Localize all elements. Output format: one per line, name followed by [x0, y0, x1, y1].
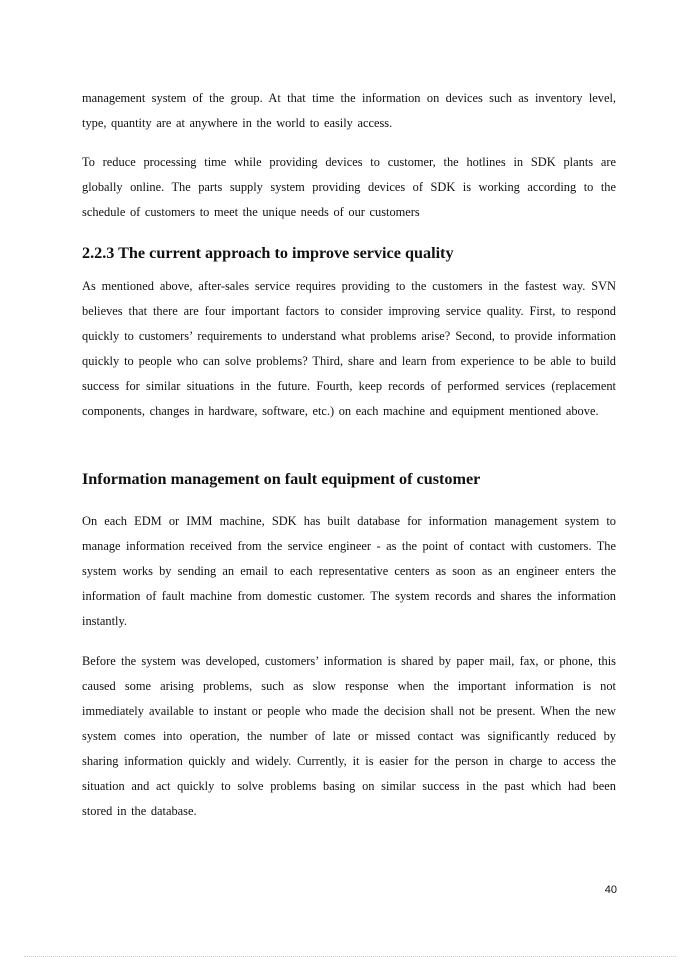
paragraph-before-system: Before the system was developed, customers’ information is shared by paper mail, fax, or phone, this caused some arising problems, such as slow response when the important information is not immediately available to instant or people who made the decision shall not be present. When the new system comes into operation, the number of late or missed contact was significantly reduced by sharing information quickly and widely. Currently, it is easier for the person in charge to access the situation and act quickly to solve problems basing on similar success in the past which had been stored in the database. [82, 654, 616, 818]
paragraph-after-sales-factors: As mentioned above, after-sales service requires providing to the customers in the fastest way. SVN believes that there are four important factors to consider improving service quality. First, to respond quickly to customers’ requirements to understand what problems arise? Second, to provide information quickly to people who can solve problems? Third, share and learn from experience to be able to build success for similar situations in the future. Fourth, keep records of performed services (replacement components, changes in hardware, software, etc.) on each machine and equipment mentioned above. [82, 279, 616, 418]
paragraph-inventory-access: management system of the group. At that time the information on devices such as inventory level, type, quantity are at anywhere in the world to easily access. [82, 91, 616, 130]
page-bottom-border [24, 956, 676, 957]
section-heading-current-approach: 2.2.3 The current approach to improve service quality [82, 244, 454, 262]
page-number: 40 [604, 884, 617, 896]
paragraph-processing-time: To reduce processing time while providing devices to customer, the hotlines in SDK plants are globally online. The parts supply system providing devices of SDK is working according to the schedule of customers to meet the unique needs of our customers [82, 155, 616, 219]
paragraph-edm-imm-database: On each EDM or IMM machine, SDK has built database for information management system to manage information received from the service engineer - as the point of contact with customers. The system works by sending an email to each representative centers as soon as an engineer enters the information of fault machine from domestic customer. The system records and shares the information instantly. [82, 514, 616, 628]
section-heading-information-management: Information management on fault equipment of customer [82, 470, 481, 488]
